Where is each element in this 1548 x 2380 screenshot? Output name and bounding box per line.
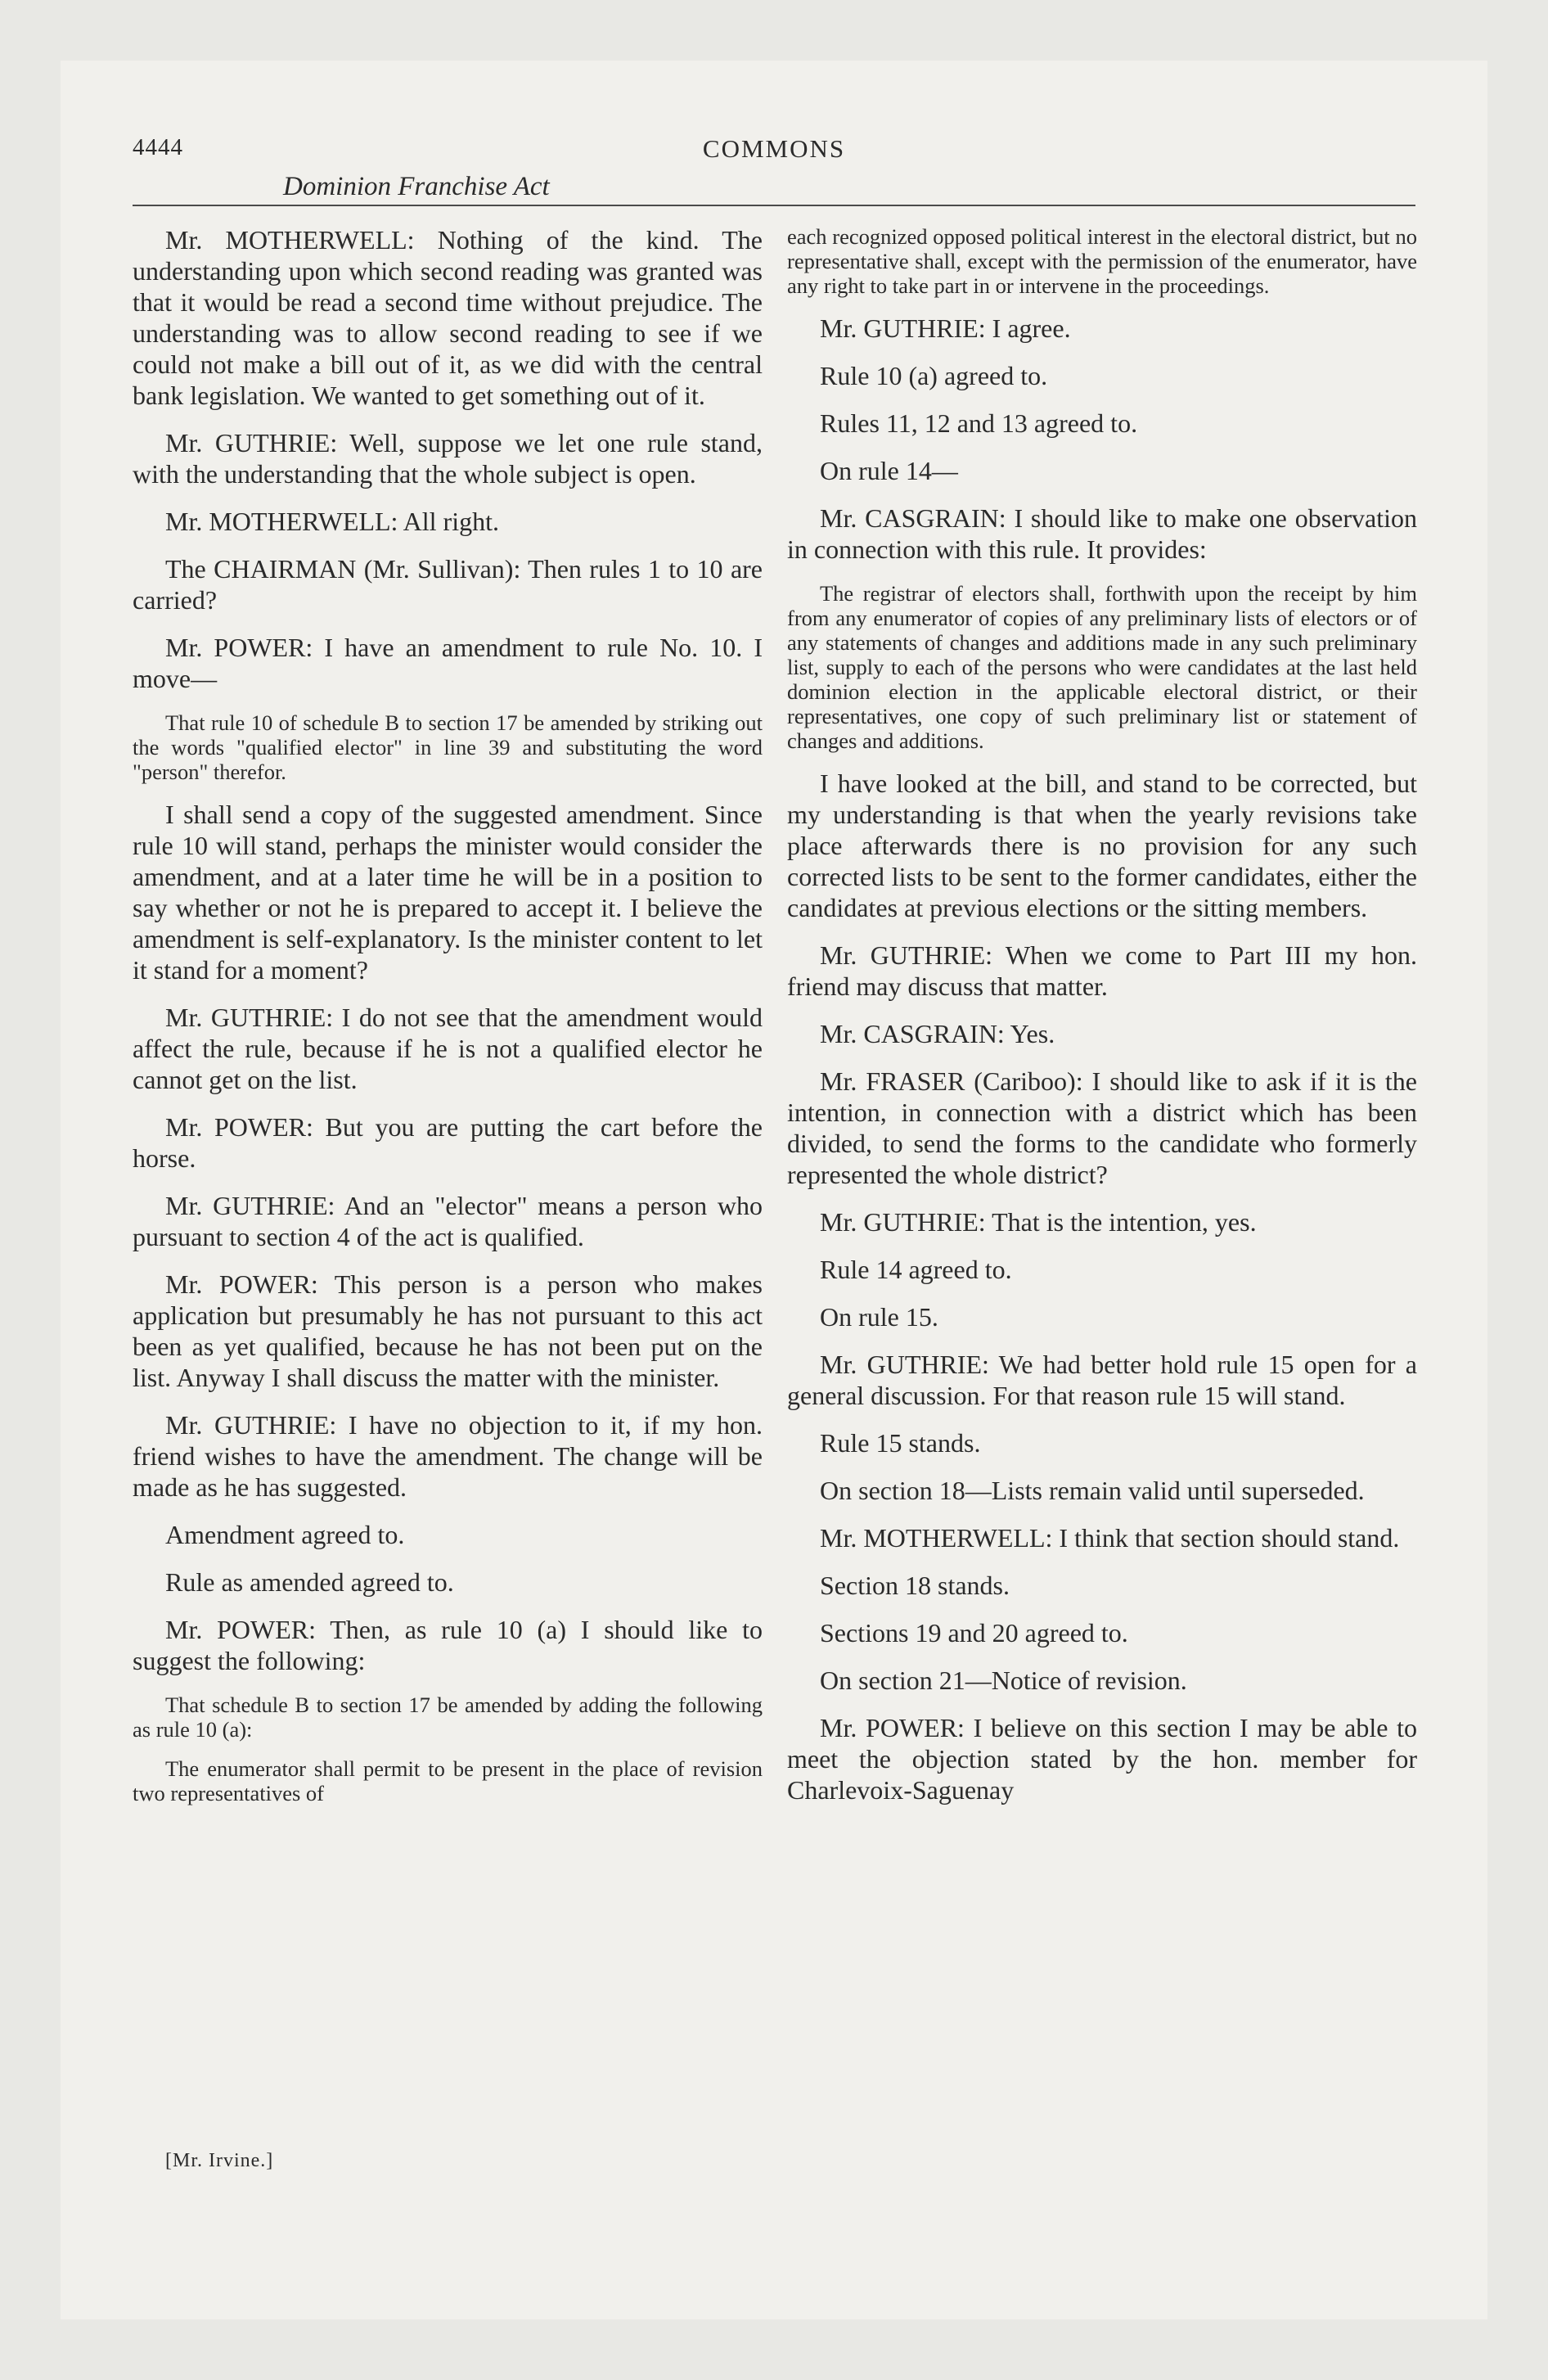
paragraph: Rule as amended agreed to. <box>165 1567 454 1597</box>
left-column <box>133 224 763 1820</box>
paragraph: That schedule B to section 17 be amended by adding the following as rule 10 (a): <box>133 1693 763 1742</box>
paragraph: Mr. POWER: I have an amendment to rule No. 10. I move— <box>133 633 763 693</box>
paragraph: Mr. MOTHERWELL: Nothing of the kind. The understanding upon which second reading was granted was that it would be read a second time without prejudice. The understanding was to allow second reading to see if we could not make a bill out of it, as we did with the central bank legislation. We wanted to get something out of it. <box>133 225 763 410</box>
running-head: COMMONS <box>702 134 846 163</box>
page-number: 4444 <box>133 134 183 160</box>
paragraph: I shall send a copy of the suggested amendment. Since rule 10 will stand, perhaps the minister would consider the amendment, and at a later time he will be in a position to say whether or not he is prepared to accept it. I believe the amendment is self-explanatory. Is the minister content to let it stand for a moment? <box>133 800 763 985</box>
paragraph: Mr. GUTHRIE: When we come to Part III my hon. friend may discuss that matter. <box>787 940 1417 1001</box>
act-title: Dominion Franchise Act <box>283 172 550 201</box>
paragraph: Mr. POWER: Then, as rule 10 (a) I should like to suggest the following: <box>133 1615 763 1675</box>
paragraph: On section 21—Notice of revision. <box>820 1666 1187 1695</box>
paragraph: Mr. CASGRAIN: I should like to make one observation in connection with this rule. It provides: <box>787 503 1417 564</box>
paragraph: Mr. GUTHRIE: I do not see that the amendment would affect the rule, because if he is not a qualified elector he cannot get on the list. <box>133 1003 763 1094</box>
paragraph: Mr. GUTHRIE: I have no objection to it, if my hon. friend wishes to have the amendment. The change will be made as he has suggested. <box>133 1410 763 1502</box>
paragraph: The enumerator shall permit to be present in the place of revision two representatives of <box>133 1756 763 1805</box>
paragraph: Rule 15 stands. <box>820 1428 981 1458</box>
footnote: [Mr. Irvine.] <box>165 2150 274 2171</box>
paragraph: Sections 19 and 20 agreed to. <box>820 1618 1128 1648</box>
paragraph: Mr. GUTHRIE: I agree. <box>820 313 1071 343</box>
paragraph: Mr. GUTHRIE: That is the intention, yes. <box>820 1207 1257 1237</box>
paragraph: Mr. FRASER (Cariboo): I should like to ask if it is the intention, in connection with a district which has been divided, to send the forms to the candidate who formerly represented the whole district? <box>787 1066 1417 1189</box>
paragraph: That rule 10 of schedule B to section 17 be amended by striking out the words "qualified elector" in line 39 and substituting the word "person" therefor. <box>133 710 763 784</box>
paragraph: Section 18 stands. <box>820 1571 1010 1600</box>
paragraph: Mr. MOTHERWELL: All right. <box>165 507 499 536</box>
paragraph: On rule 15. <box>820 1302 938 1332</box>
paragraph: Mr. POWER: But you are putting the cart before the horse. <box>133 1112 763 1173</box>
paragraph: Mr. GUTHRIE: And an "elector" means a person who pursuant to section 4 of the act is qualified. <box>133 1191 763 1251</box>
paragraph: Mr. MOTHERWELL: I think that section should stand. <box>820 1523 1400 1553</box>
header-rule <box>133 205 1415 206</box>
paragraph: I have looked at the bill, and stand to be corrected, but my understanding is that when the yearly revisions take place afterwards there is no provision for any such corrected lists to be sent to the former candidates, either the candidates at previous elections or the sitting members. <box>787 769 1417 922</box>
paragraph: Mr. GUTHRIE: We had better hold rule 15 open for a general discussion. For that reason rule 15 will stand. <box>787 1350 1417 1410</box>
document-page <box>61 61 1487 2319</box>
paragraph: On rule 14— <box>820 456 958 485</box>
paragraph: Rules 11, 12 and 13 agreed to. <box>820 408 1138 438</box>
right-column <box>787 224 1417 1822</box>
paragraph: Mr. POWER: I believe on this section I may be able to meet the objection stated by the hon. member for Charlevoix-Saguenay <box>787 1713 1417 1805</box>
paragraph: The registrar of electors shall, forthwith upon the receipt by him from any enumerator of copies of any preliminary lists of electors or of any statements of changes and additions made in any such preliminary list, supply to each of the persons who were candidates at the last held dominion election in the applicable electoral district, or their representatives, one copy of such preliminary list or statement of changes and additions. <box>787 581 1417 753</box>
paragraph: On section 18—Lists remain valid until superseded. <box>820 1476 1365 1505</box>
paragraph: Mr. POWER: This person is a person who makes application but presumably he has not pursuant to this act been as yet qualified, because he has not been put on the list. Anyway I shall discuss the matter with the minister. <box>133 1269 763 1392</box>
paragraph: Amendment agreed to. <box>165 1520 405 1549</box>
paragraph: each recognized opposed political interest in the electoral district, but no representative shall, except with the permission of the enumerator, have any right to take part in or intervene in the proceedings. <box>787 224 1417 298</box>
paragraph: Mr. GUTHRIE: Well, suppose we let one rule stand, with the understanding that the whole subject is open. <box>133 428 763 489</box>
paragraph: The CHAIRMAN (Mr. Sullivan): Then rules 1 to 10 are carried? <box>133 554 763 615</box>
paragraph: Rule 10 (a) agreed to. <box>820 361 1048 390</box>
paragraph: Mr. CASGRAIN: Yes. <box>820 1019 1055 1048</box>
paragraph: Rule 14 agreed to. <box>820 1255 1012 1284</box>
